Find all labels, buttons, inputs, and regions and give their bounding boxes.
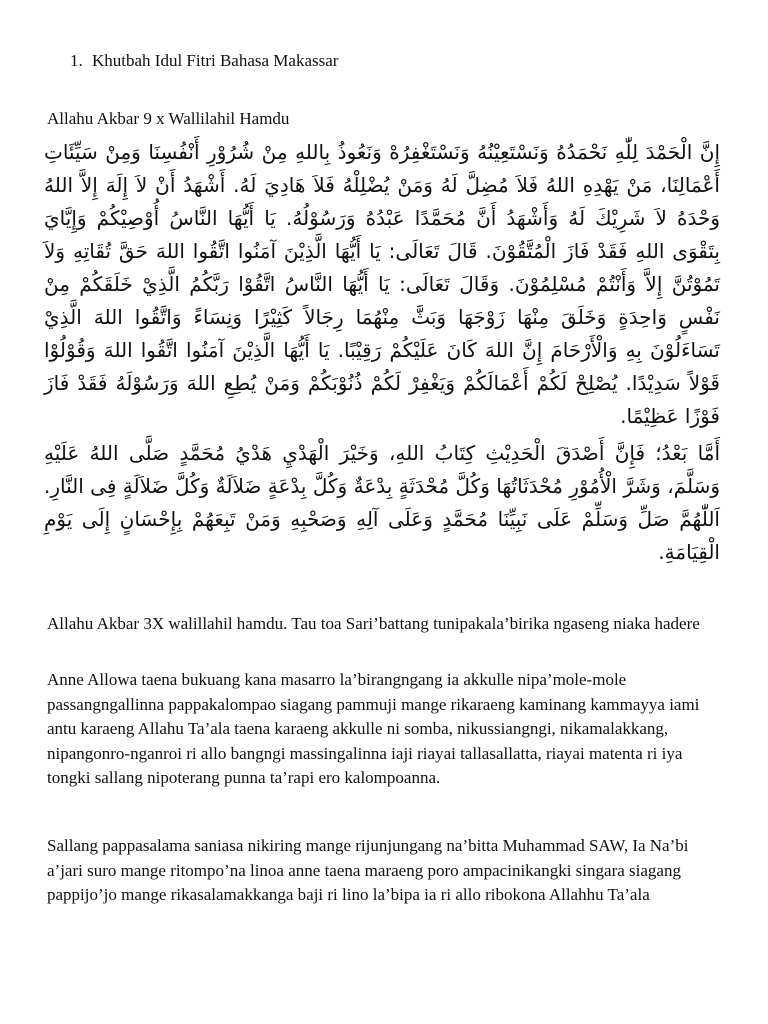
- sermon-title: [70, 50, 338, 72]
- makassar-paragraph-3: [47, 834, 717, 908]
- arabic-opening-text: [44, 136, 720, 569]
- paragraph-text: Allahu Akbar 3X walillahil hamdu. Tau toa Sari’battang tunipakala’birika ngaseng niaka hadere: [47, 614, 700, 633]
- arabic-paragraph-2: أَمَّا بَعْدُ؛ فَإِنَّ أَصْدَقَ الْحَدِيْثِ كِتَابُ اللهِ، وَخَيْرَ الْهَدْيِ هَدْيُ مُحَمَّدٍ صَلَّى اللهُ عَلَيْهِ وَسَلَّمَ، وَشَرَّ الْأُمُوْرِ مُحْدَثَاتُهَا وَكُلَّ مُحْدَثَةٍ بِدْعَةٌ وَكُلَّ بِدْعَةٍ ضَلاَلَةٌ وَكُلَّ ضَلاَلَةٍ فِى النَّارِ. اَللّٰهُمَّ صَلِّ وَسَلِّمْ عَلَى نَبِيِّنَا مُحَمَّدٍ وَعَلَى آلِهِ وَصَحْبِهِ وَمَنْ تَبِعَهُمْ بِإِحْسَانٍ إِلَى يَوْمِ الْقِيَامَةِ.: [44, 441, 720, 564]
- makassar-paragraph-2: [47, 668, 717, 791]
- paragraph-text: Sallang pappasalama saniasa nikiring mange rijunjungang na’bitta Muhammad SAW, Ia Na’bi a’jari suro mange ritompo’na linoa anne taena maraeng poro ampacinikangki singara siagang pappijo’jo mange rikasalamakkanga baji ri lino la’bipa ia ri allo ribokona Allahhu Ta’ala: [47, 836, 689, 904]
- arabic-paragraph-1: إِنَّ الْحَمْدَ لِلّٰهِ نَحْمَدُهُ وَنَسْتَعِيْنُهُ وَنَسْتَغْفِرُهْ وَنَعُوذُ بِاللهِ مِنْ شُرُوْرِ أَنْفُسِنَا وَمِنْ سَيِّئَاتِ أَعْمَالِنَا، مَنْ يَهْدِهِ اللهُ فَلاَ مُضِلَّ لَهُ وَمَنْ يُضْلِلْهُ فَلاَ هَادِيَ لَهُ. أَشْهَدُ أَنْ لاَ إِلَهَ إِلاَّ اللهُ وَحْدَهُ لاَ شَرِيْكَ لَهُ وَأَشْهَدُ أَنَّ مُحَمَّدًا عَبْدُهُ وَرَسُوْلُهُ. يَا أَيُّهَا النَّاسُ أُوْصِيْكُمْ وَإِيَّايَ بِتَقْوَى اللهِ فَقَدْ فَازَ الْمُتَّقُوْنَ. قَالَ تَعَالَى: يَا أَيُّهَا الَّذِيْنَ آمَنُوا اتَّقُوا اللهَ حَقَّ تُقَاتِهِ وَلاَ تَمُوْتُنَّ إِلاَّ وَأَنْتُمْ مُسْلِمُوْنَ. وَقَالَ تَعَالَى: يَا أَيُّهَا النَّاسُ اتَّقُوْا رَبَّكُمُ الَّذِيْ خَلَقَكُمْ مِنْ نَفْسٍ وَاحِدَةٍ وَخَلَقَ مِنْهَا زَوْجَهَا وَبَثَّ مِنْهُمَا رِجَالاً كَثِيْرًا وَنِسَاءً وَاتَّقُوا اللهَ الَّذِيْ تَسَاءَلُوْنَ بِهِ وَالْأَرْحَامَ إِنَّ اللهَ كَانَ عَلَيْكُمْ رَقِيْبًا. يَا أَيُّهَا الَّذِيْنَ آمَنُوا اتَّقُوا اللهَ وَقُوْلُوْا قَوْلاً سَدِيْدًا. يُصْلِحْ لَكُمْ أَعْمَالَكُمْ وَيَغْفِرْ لَكُمْ ذُنُوْبَكُمْ وَمَنْ يُطِعِ اللهَ وَرَسُوْلَهُ فَقَدْ فَازَ فَوْزًا عَظِيْمًا.: [44, 140, 720, 428]
- makassar-paragraph-1: [47, 612, 717, 637]
- title-text: Khutbah Idul Fitri Bahasa Makassar: [92, 51, 339, 70]
- paragraph-text: Anne Allowa taena bukuang kana masarro la’birangngang ia akkulle nipa’mole-mole passangngallinna pappakalompao siagang pammuji mange rikaraeng kaminang kammayya iami antu karaeng Allahu Ta’ala taena karaeng akkulle ni somba, nikussiangngi, nikamalakkang, nipangonro-nganroi ri allo bangngi massingalinna iaji riayai tallasallatta, riayai matenta ri iya tongki sallang nipoterang punna ta’rapi ero kalompoanna.: [47, 670, 700, 787]
- takbir-instruction: Allahu Akbar 9 x Wallilahil Hamdu: [47, 109, 290, 128]
- list-number: 1.: [70, 51, 83, 70]
